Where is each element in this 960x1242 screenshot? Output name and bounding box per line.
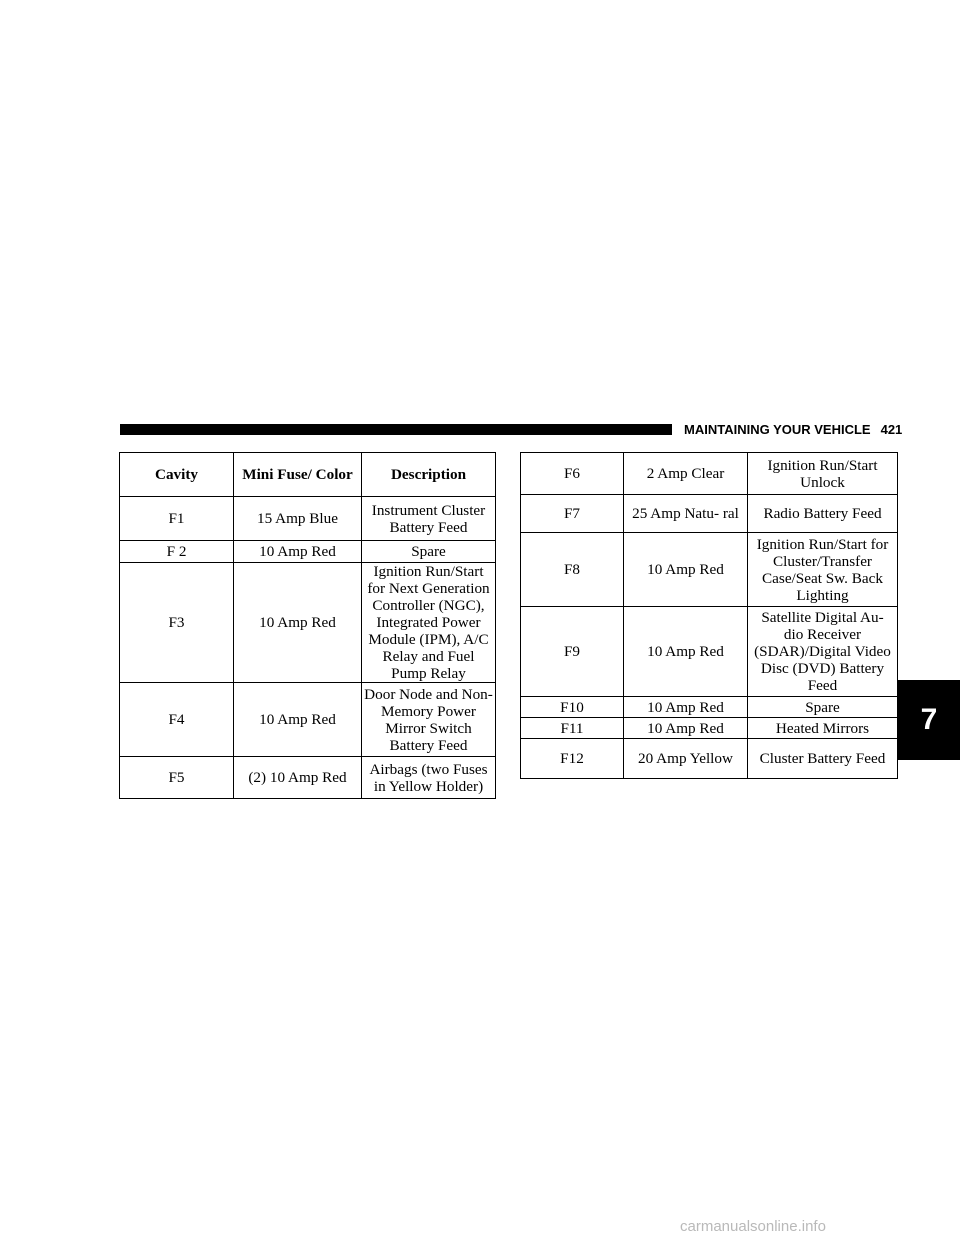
cavity-cell: F3 [120, 563, 234, 683]
description-cell: Spare [362, 541, 496, 563]
fuse-cell: 10 Amp Red [624, 718, 748, 739]
table-row [521, 739, 898, 779]
table-row [521, 607, 898, 697]
table-header-row [120, 453, 496, 497]
cavity-cell: F 2 [120, 541, 234, 563]
fuse-cell: 25 Amp Natu- ral [624, 495, 748, 533]
description-cell: Ignition Run/Start for Next Generation Controller (NGC), Integrated Power Module (IPM), A/C Relay and Fuel Pump Relay [362, 563, 496, 683]
table-row [120, 757, 496, 799]
table-row [120, 563, 496, 683]
fuse-cell: 20 Amp Yellow [624, 739, 748, 779]
fuse-table-right [520, 452, 898, 779]
table-row [521, 697, 898, 718]
fuse-cell: 10 Amp Red [234, 563, 362, 683]
chapter-tab: 7 [898, 680, 960, 760]
description-cell: Instrument Cluster Battery Feed [362, 497, 496, 541]
table-row [120, 541, 496, 563]
description-cell: Door Node and Non-Memory Power Mirror Switch Battery Feed [362, 683, 496, 757]
header-description: Description [362, 453, 496, 497]
description-cell: Ignition Run/Start Unlock [748, 453, 898, 495]
description-cell: Ignition Run/Start for Cluster/Transfer Case/Seat Sw. Back Lighting [748, 533, 898, 607]
table-row [120, 683, 496, 757]
table-row [521, 453, 898, 495]
watermark: carmanualsonline.info [680, 1218, 826, 1235]
description-cell: Radio Battery Feed [748, 495, 898, 533]
fuse-cell: 10 Amp Red [624, 607, 748, 697]
description-cell: Satellite Digital Au- dio Receiver (SDAR)/Digital Video Disc (DVD) Battery Feed [748, 607, 898, 697]
cavity-cell: F6 [521, 453, 624, 495]
fuse-cell: 15 Amp Blue [234, 497, 362, 541]
cavity-cell: F9 [521, 607, 624, 697]
table-row [521, 718, 898, 739]
table-row [521, 533, 898, 607]
cavity-cell: F4 [120, 683, 234, 757]
fuse-cell: (2) 10 Amp Red [234, 757, 362, 799]
table-row [521, 495, 898, 533]
fuse-cell: 2 Amp Clear [624, 453, 748, 495]
fuse-cell: 10 Amp Red [624, 533, 748, 607]
section-title: MAINTAINING YOUR VEHICLE [684, 422, 871, 437]
description-cell: Airbags (two Fuses in Yellow Holder) [362, 757, 496, 799]
cavity-cell: F8 [521, 533, 624, 607]
cavity-cell: F5 [120, 757, 234, 799]
header-rule [120, 424, 672, 435]
fuse-cell: 10 Amp Red [624, 697, 748, 718]
description-cell: Spare [748, 697, 898, 718]
fuse-cell: 10 Amp Red [234, 541, 362, 563]
cavity-cell: F10 [521, 697, 624, 718]
cavity-cell: F11 [521, 718, 624, 739]
page-number: 421 [880, 422, 903, 437]
fuse-table-left [119, 452, 496, 799]
description-cell: Cluster Battery Feed [748, 739, 898, 779]
header-fuse-color: Mini Fuse/ Color [234, 453, 362, 497]
cavity-cell: F12 [521, 739, 624, 779]
description-cell: Heated Mirrors [748, 718, 898, 739]
page-header [684, 420, 902, 440]
cavity-cell: F1 [120, 497, 234, 541]
header-cavity: Cavity [120, 453, 234, 497]
table-row [120, 497, 496, 541]
cavity-cell: F7 [521, 495, 624, 533]
fuse-cell: 10 Amp Red [234, 683, 362, 757]
